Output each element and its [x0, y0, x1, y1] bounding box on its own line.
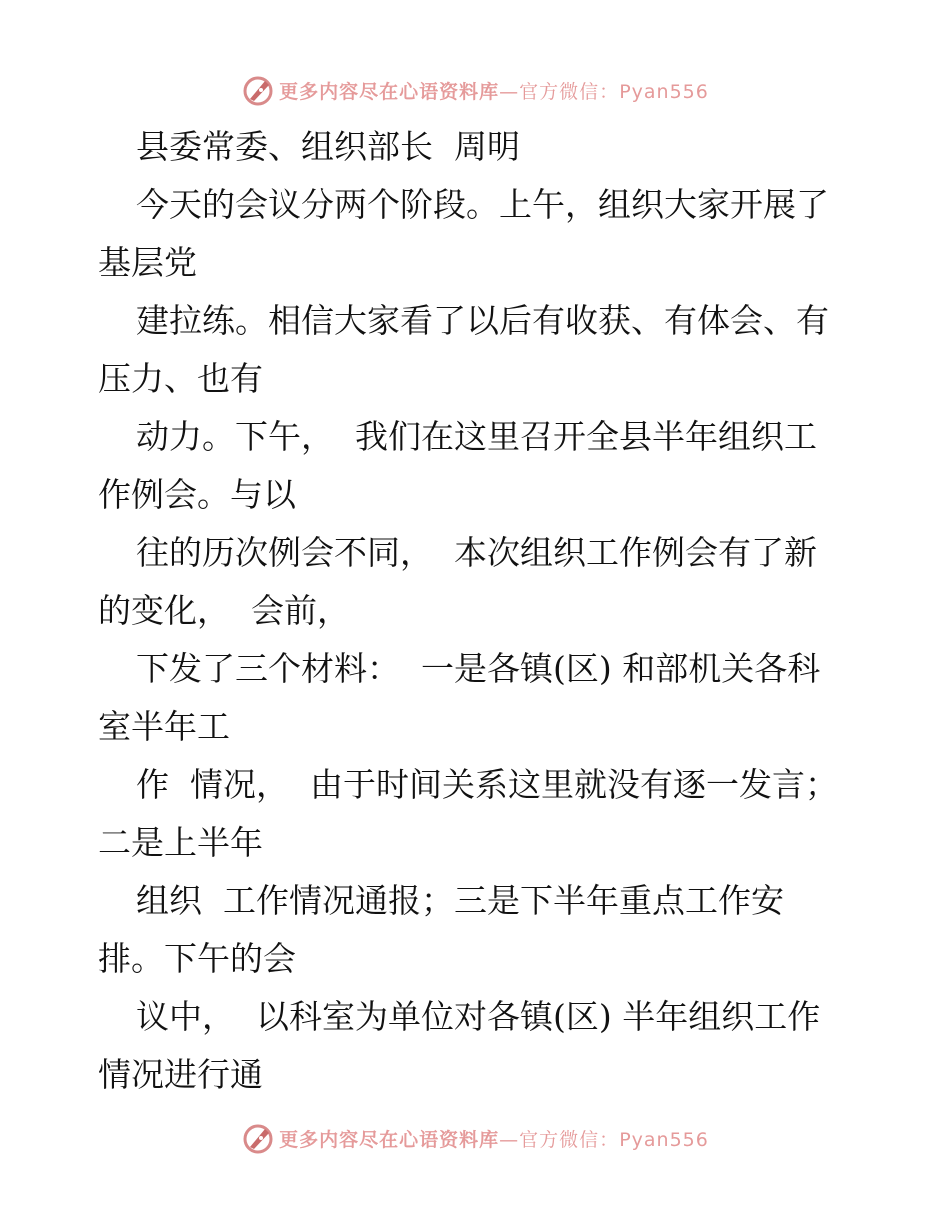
text-line: 作 情况， 由于时间关系这里就没有逐一发言；: [136, 765, 838, 804]
text-line: 组织 工作情况通报；三是下半年重点工作安: [136, 881, 784, 920]
text-line: 二是上半年: [98, 823, 263, 862]
text-line: 作例会。与以: [98, 475, 296, 514]
header-watermark: [0, 70, 950, 110]
text-line: 压力、也有: [98, 359, 263, 398]
watermark-text: 更多内容尽在心语资料库—官方微信：Pyan556: [279, 1128, 709, 1151]
pen-nib-circle-icon: [241, 1121, 275, 1155]
pen-nib-circle-icon: [241, 73, 275, 107]
text-line: 动力。下午， 我们在这里召开全县半年组织工: [136, 417, 817, 456]
text-line: 县委常委、组织部长 周明: [136, 127, 520, 166]
text-line: 的变化， 会前，: [98, 591, 350, 630]
footer-watermark: [0, 1118, 950, 1158]
text-line: 建拉练。相信大家看了以后有收获、有体会、有: [136, 301, 829, 340]
text-line: 今天的会议分两个阶段。上午，组织大家开展了: [136, 185, 829, 224]
text-line: 下发了三个材料： 一是各镇(区) 和部机关各科: [136, 649, 821, 688]
text-line: 基层党: [98, 243, 197, 282]
text-line: 室半年工: [98, 707, 230, 746]
text-line: 排。下午的会: [98, 939, 296, 978]
text-line: 往的历次例会不同， 本次组织工作例会有了新: [136, 533, 817, 572]
text-line: 议中， 以科室为单位对各镇(区) 半年组织工作: [136, 997, 821, 1036]
text-line: 情况进行通: [98, 1055, 263, 1094]
document-body: [98, 118, 858, 1104]
watermark-text: 更多内容尽在心语资料库—官方微信：Pyan556: [279, 80, 709, 103]
